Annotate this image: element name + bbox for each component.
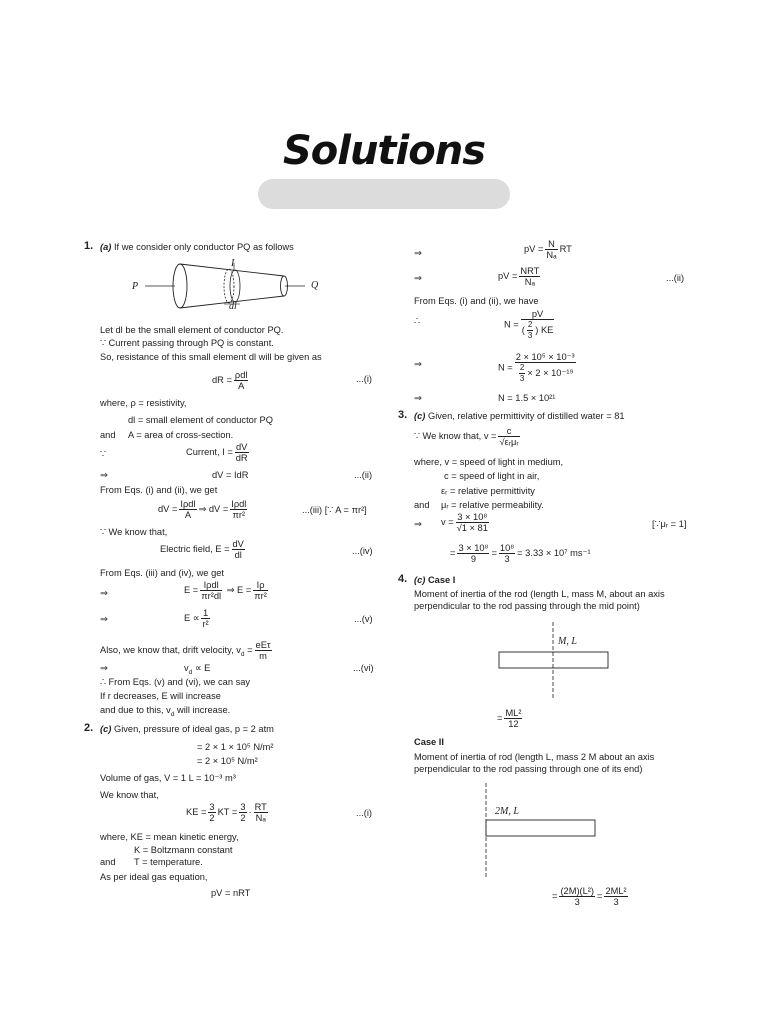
q3-where-4: μᵣ = relative permeability.: [441, 500, 544, 510]
q2-where-3: T = temperature.: [134, 857, 203, 867]
q1-implies-4: ⇒: [100, 663, 108, 673]
figure-label-p: P: [132, 281, 139, 292]
q2-and: and: [100, 857, 116, 867]
q2b-implies-2: ⇒: [414, 273, 422, 283]
q1-conclusion-1: ∴ From Eqs. (v) and (vi), we can say: [100, 677, 251, 687]
q1-line1: Let dl be the small element of conductor PQ.: [100, 325, 284, 335]
q1-from-2: From Eqs. (iii) and (iv), we get: [100, 568, 224, 578]
rod-end-axis-figure: [484, 783, 598, 881]
q1-line2: ∵ Current passing through PQ is constant.: [100, 338, 274, 348]
title-banner-bar: [258, 179, 510, 209]
q2b-eq-a: pV = $\frac{N}{\text{Nₐ}}$ RT: [524, 239, 572, 260]
q2-volume: Volume of gas, V = 1 L = 10⁻³ m³: [100, 773, 236, 783]
q1-where-3: A = area of cross-section.: [128, 430, 234, 440]
q2-where-2: K = Boltzmann constant: [134, 845, 233, 855]
q1-conclusion-2: If r decreases, E will increase: [100, 691, 221, 701]
q2-ref-i: ...(i): [356, 808, 373, 818]
rod2-label: 2M, L: [495, 806, 519, 817]
q2b-eq-d: N = 2 × 10⁵ × 10⁻³ $\frac{2}{3}$ × 2 × 10⁻¹⁹: [498, 352, 575, 383]
q2-pressure-1: = 2 × 1 × 10⁵ N/m²: [197, 742, 274, 752]
q4-result-1: = $\frac{\text{ML²}}{12}$: [497, 708, 522, 729]
q1-implies-1: ⇒: [100, 470, 108, 480]
q4-case2-heading: Case II: [414, 737, 444, 747]
q1-ref-iv: ...(iv): [352, 546, 373, 556]
q1-ref-v: ...(v): [354, 614, 373, 624]
q1-because-symbol: ∵: [100, 449, 106, 459]
q3-where-2: c = speed of light in air,: [444, 471, 540, 481]
q2-where-1: where, KE = mean kinetic energy,: [100, 832, 239, 842]
q4-desc-1: Moment of inertia of the rod (length L, mass M, about an axis: [414, 589, 665, 599]
q4-desc-4: perpendicular to the rod passing through one of its end): [414, 764, 643, 774]
q4-desc-2: perpendicular to the rod passing through the mid point): [414, 601, 640, 611]
q2b-implies-3: ⇒: [414, 359, 422, 369]
q1-ref-vi: ...(vi): [353, 663, 374, 673]
q2-ideal-gas: As per ideal gas equation,: [100, 872, 208, 882]
q3-ref-mu: [∵μᵣ = 1]: [652, 519, 687, 529]
q3-eq-v2: v = $\frac{\text{3 × 10⁸}}{√1 \times 81}$: [441, 512, 488, 533]
q3-eq-v: ∵ We know that, v = $\frac{c}{\text{√εᵣμᵣ}}$: [414, 426, 519, 447]
q1-number: 1.: [84, 240, 94, 252]
q3-number: 3.: [398, 409, 408, 421]
q2-eq-pv: pV = nRT: [211, 888, 251, 898]
q2b-implies-1: ⇒: [414, 248, 422, 258]
q2b-ref-ii: ...(ii): [666, 273, 685, 283]
q3-and: and: [414, 500, 430, 510]
q1-where-1: where, ρ = resistivity,: [100, 398, 187, 408]
figure-label-dl: dl: [229, 301, 237, 312]
q1-eq-e1: E = $\frac{\text{Iρdl}}{\text{πr²dl}}$ ⇒ E = $\frac{I\rho}{\text{πr²}}$: [184, 580, 267, 601]
q1-ref-i: ...(i): [356, 374, 373, 384]
rod1-label: M, L: [558, 636, 577, 647]
q1-eq-dv: dV = IdR: [212, 470, 249, 480]
figure-label-q: Q: [311, 280, 319, 291]
q3-where-1: where, v = speed of light in medium,: [414, 457, 564, 467]
q3-where-3: εᵣ = relative permittivity: [441, 486, 535, 496]
q2-pressure-2: = 2 × 10⁵ N/m²: [197, 756, 258, 766]
q3-eq-v3: = $\frac{\text{3 × 10⁸}}{9}$ = $\frac{\text{10⁸}}{3}$ = 3.33 × 10⁷ ms⁻¹: [450, 543, 591, 564]
q2b-eq-e: N = 1.5 × 10²¹: [498, 393, 556, 403]
q2b-from: From Eqs. (i) and (ii), we have: [414, 296, 539, 306]
q1-eq-resistance: dR = $\frac{\text{ρdl}}{A}$: [212, 370, 248, 391]
q2-eq-ke: KE = $\frac{3}{2}$ KT = $\frac{3}{2}$ · $\frac{RT}{\text{Nₐ}}$: [186, 802, 267, 823]
q2b-implies-4: ⇒: [414, 393, 422, 403]
q1-implies-2: ⇒: [100, 588, 108, 598]
q2b-therefore: ∴: [414, 316, 420, 326]
q1-eq-vd: $v_d \propto E$: [184, 663, 211, 676]
q2b-eq-c: N = pV ( $\frac{2}{3}$ ) KE: [504, 309, 554, 340]
q1-conclusion-3: and due to this, $v_d$ will increase.: [100, 705, 231, 718]
q3-implies: ⇒: [414, 519, 422, 529]
conductor-figure: [140, 258, 340, 314]
q4-desc-3: Moment of inertia of rod (length L, mass 2 M about an axis: [414, 752, 655, 762]
q1-ref-ii: ...(ii): [354, 470, 373, 480]
q1-eq-current: Current, I = $\frac{dV}{dR}$: [186, 442, 248, 463]
q2-intro: (c) Given, pressure of ideal gas, p = 2 atm: [100, 724, 274, 734]
q2-know: We know that,: [100, 790, 159, 800]
q1-drift-velocity: Also, we know that, drift velocity, $v_d$ = $\frac{\text{eEτ}}{m}$: [100, 640, 271, 661]
q2b-eq-b: pV = $\frac{\text{NRT}}{\text{Nₐ}}$: [498, 266, 540, 287]
q1-and: and: [100, 430, 116, 440]
q1-ref-iii: ...(iii) [∵ A = πr²]: [302, 505, 367, 515]
page-title: Solutions: [282, 128, 486, 174]
q1-eq-e2: E ∝ $\frac{1}{\text{r²}}$: [184, 608, 209, 629]
rod-mid-axis-figure: [498, 622, 610, 700]
q1-know: ∵ We know that,: [100, 527, 168, 537]
q1-line3: So, resistance of this small element dl will be given as: [100, 352, 322, 362]
q1-eq-iii: dV = $\frac{\text{Iρdl}}{A}$ ⇒ dV = $\frac{\text{Iρdl}}{\text{πr²}}$: [158, 499, 247, 520]
q2-number: 2.: [84, 722, 94, 734]
q3-intro: (c) Given, relative permittivity of distilled water = 81: [414, 411, 625, 421]
figure-label-current: I: [231, 258, 235, 269]
q1-eq-field: Electric field, E = $\frac{dV}{dl}$: [160, 539, 244, 560]
q1-intro: (a) If we consider only conductor PQ as follows: [100, 242, 294, 252]
q4-case1-heading: (c) Case I: [414, 575, 456, 585]
q1-implies-3: ⇒: [100, 614, 108, 624]
q4-number: 4.: [398, 573, 408, 585]
q4-result-2: = $\frac{\text{(2M)(L²)}}{3}$ = $\frac{\text{2ML²}}{3}$: [552, 886, 627, 907]
q1-where-2: dl = small element of conductor PQ: [128, 415, 273, 425]
q1-from-1: From Eqs. (i) and (ii), we get: [100, 485, 218, 495]
